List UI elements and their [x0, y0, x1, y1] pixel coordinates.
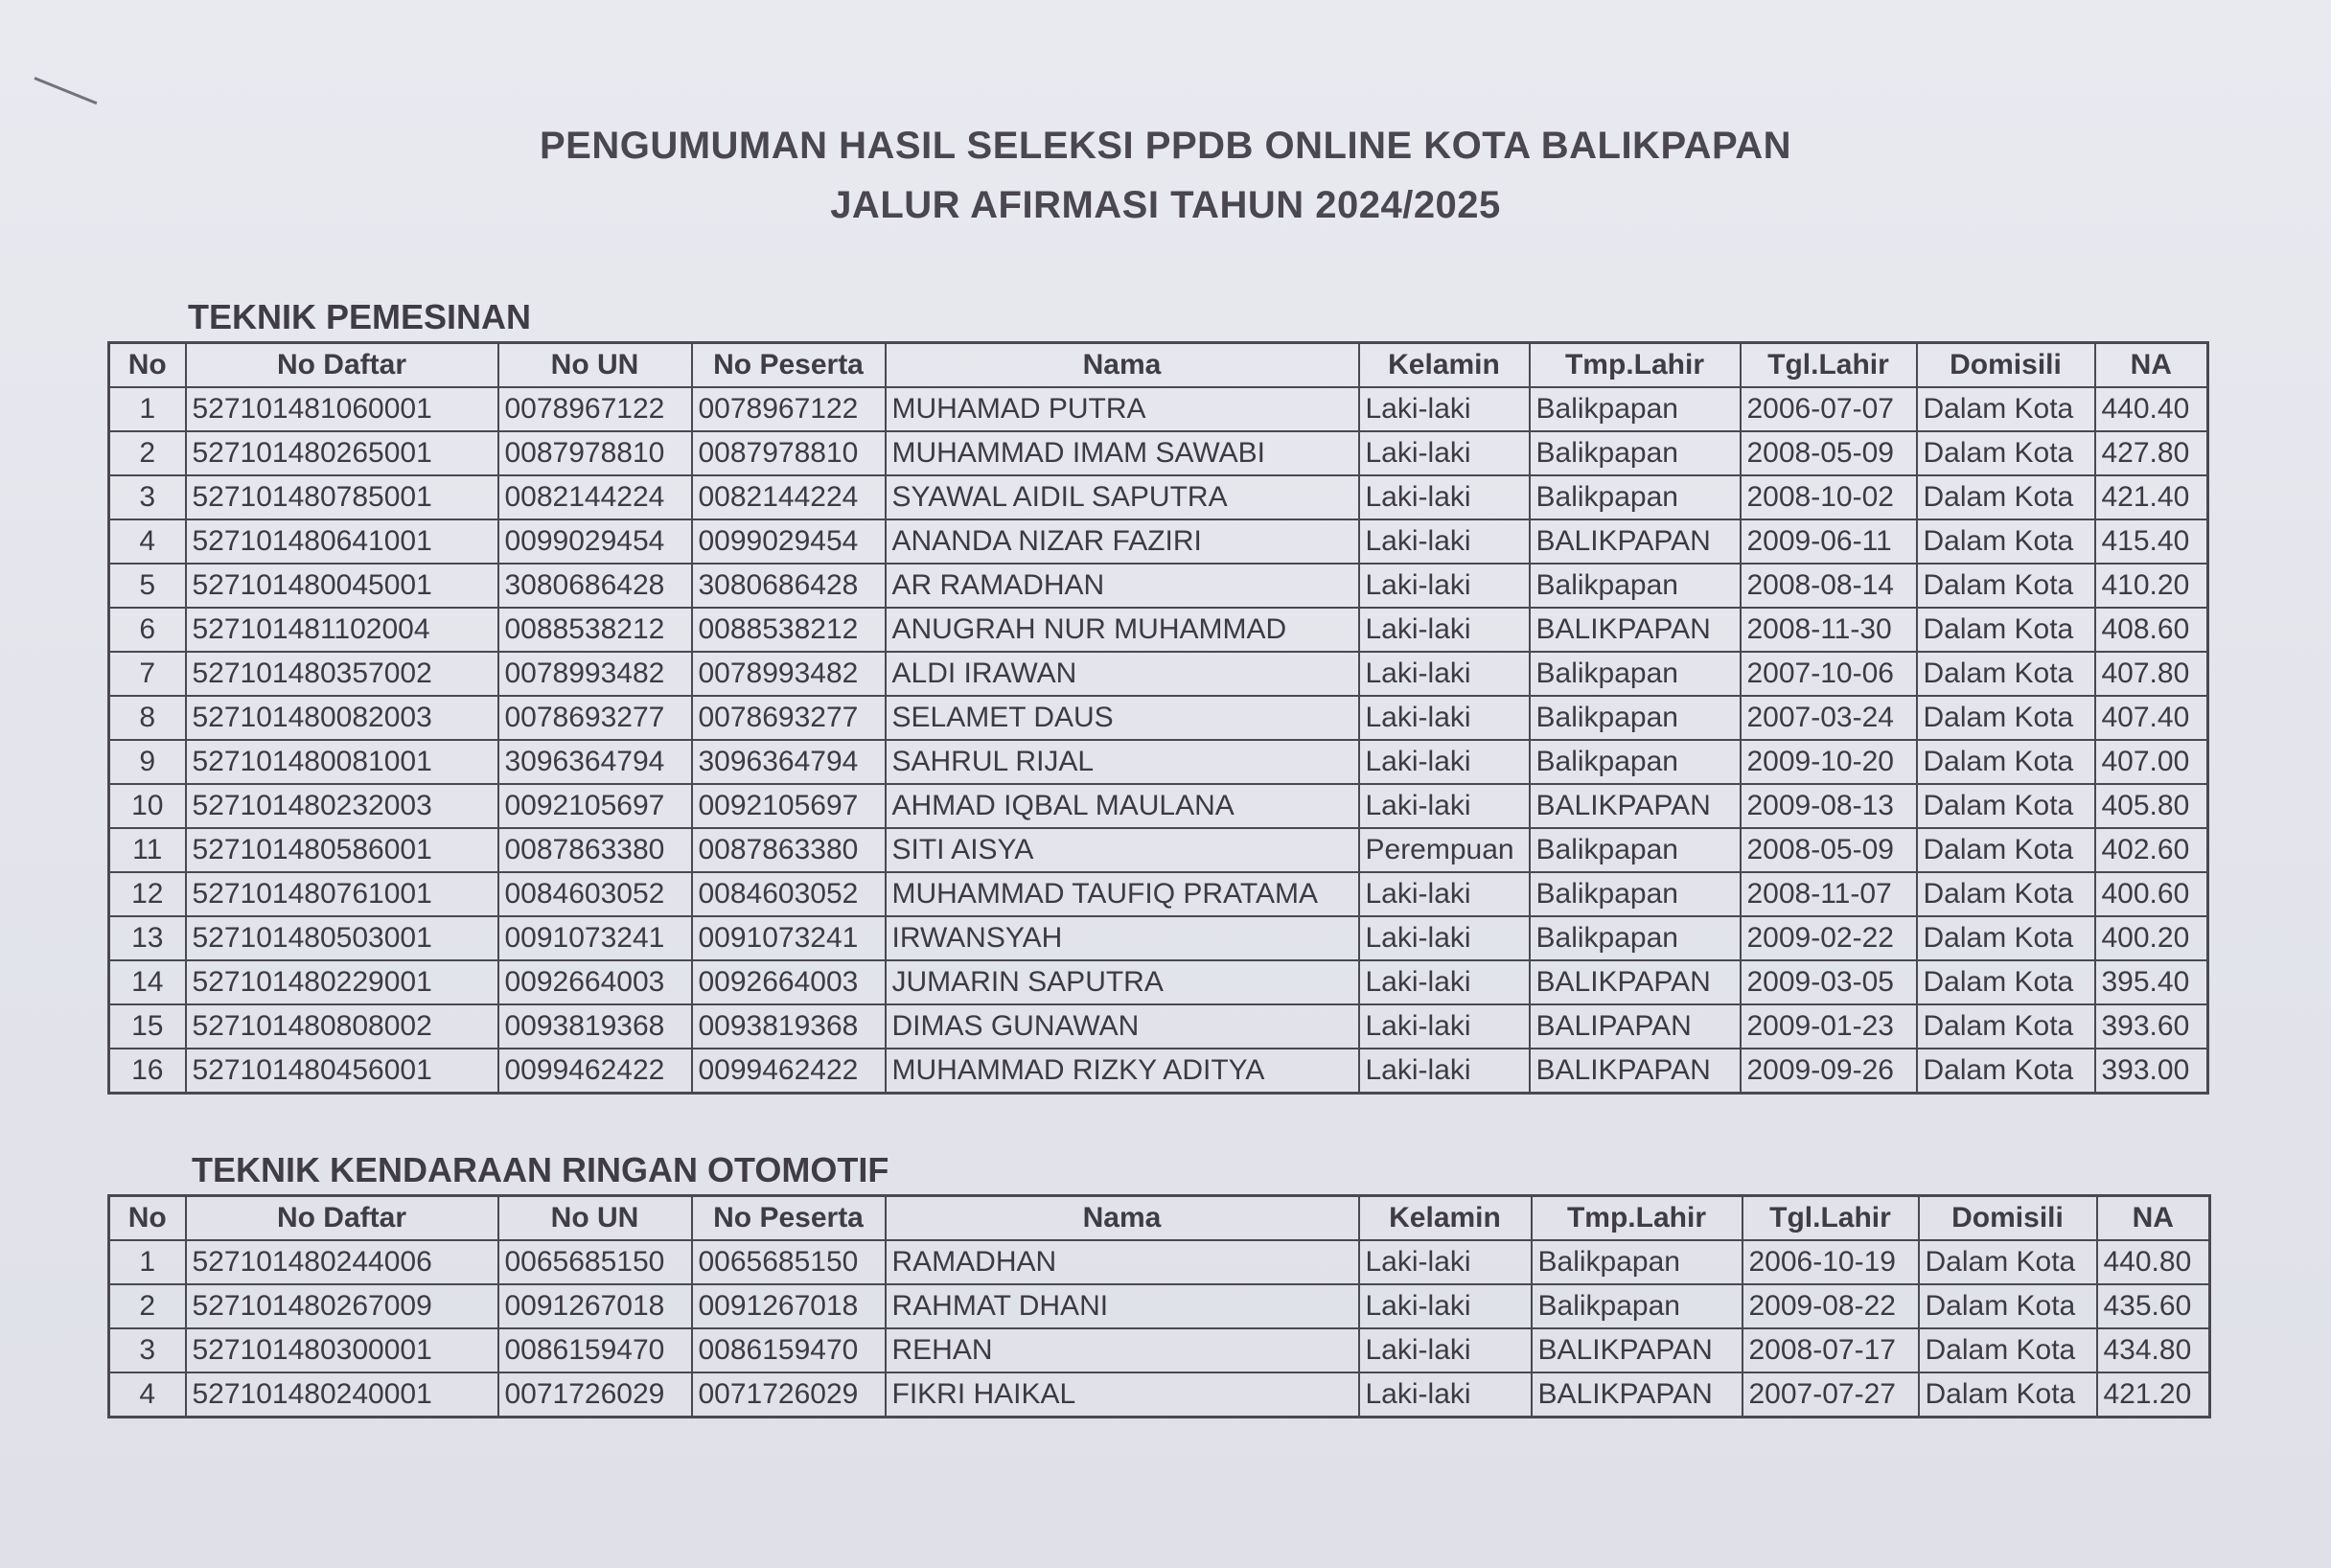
cell-domisili: Dalam Kota: [1919, 1284, 2097, 1328]
column-header-tmp-lahir: Tmp.Lahir: [1532, 1196, 1742, 1241]
cell-no: 9: [109, 740, 186, 784]
cell-no: 8: [109, 696, 186, 740]
cell-nama: DIMAS GUNAWAN: [886, 1004, 1359, 1049]
cell-no: 3: [109, 475, 186, 519]
cell-domisili: Dalam Kota: [1917, 916, 2095, 960]
cell-tmp-lahir: Balikpapan: [1530, 387, 1741, 431]
cell-tgl-lahir: 2006-07-07: [1741, 387, 1917, 431]
table-row: [109, 608, 2208, 652]
cell-tgl-lahir: 2009-08-22: [1742, 1284, 1919, 1328]
cell-no-peserta: 0086159470: [692, 1328, 886, 1372]
cell-tmp-lahir: BALIKPAPAN: [1530, 960, 1741, 1004]
cell-na: 407.80: [2095, 652, 2208, 696]
column-header-nama: Nama: [886, 343, 1359, 388]
cell-nama: REHAN: [886, 1328, 1359, 1372]
cell-no-peserta: 0078693277: [692, 696, 886, 740]
cell-nama: FIKRI HAIKAL: [886, 1372, 1359, 1418]
announcement-subtitle: JALUR AFIRMASI TAHUN 2024/2025: [830, 184, 1501, 226]
cell-nama: RAHMAT DHANI: [886, 1284, 1359, 1328]
cell-tgl-lahir: 2007-03-24: [1741, 696, 1917, 740]
cell-no: 6: [109, 608, 186, 652]
cell-nama: MUHAMMAD IMAM SAWABI: [886, 431, 1359, 475]
table-row: [109, 916, 2208, 960]
cell-na: 410.20: [2095, 564, 2208, 608]
column-header-domisili: Domisili: [1919, 1196, 2097, 1241]
cell-tgl-lahir: 2008-10-02: [1741, 475, 1917, 519]
cell-no: 11: [109, 828, 186, 872]
cell-tgl-lahir: 2009-08-13: [1741, 784, 1917, 828]
cell-na: 415.40: [2095, 519, 2208, 564]
cell-no-peserta: 0099029454: [692, 519, 886, 564]
cell-tmp-lahir: Balikpapan: [1530, 828, 1741, 872]
cell-domisili: Dalam Kota: [1917, 652, 2095, 696]
cell-no-un: 0078993482: [498, 652, 692, 696]
cell-tmp-lahir: BALIKPAPAN: [1530, 784, 1741, 828]
cell-na: 440.40: [2095, 387, 2208, 431]
cell-kelamin: Laki-laki: [1359, 784, 1530, 828]
cell-tmp-lahir: BALIKPAPAN: [1530, 608, 1741, 652]
cell-tgl-lahir: 2009-01-23: [1741, 1004, 1917, 1049]
cell-no: 13: [109, 916, 186, 960]
cell-no-peserta: 0082144224: [692, 475, 886, 519]
cell-no-daftar: 527101480808002: [186, 1004, 498, 1049]
cell-tmp-lahir: Balikpapan: [1530, 696, 1741, 740]
cell-tgl-lahir: 2009-06-11: [1741, 519, 1917, 564]
cell-tgl-lahir: 2006-10-19: [1742, 1240, 1919, 1284]
cell-no: 7: [109, 652, 186, 696]
cell-no-daftar: 527101480641001: [186, 519, 498, 564]
table-row: [109, 696, 2208, 740]
cell-no-daftar: 527101480045001: [186, 564, 498, 608]
column-header-na: NA: [2095, 343, 2208, 388]
cell-na: 400.20: [2095, 916, 2208, 960]
cell-nama: MUHAMMAD TAUFIQ PRATAMA: [886, 872, 1359, 916]
cell-tmp-lahir: BALIKPAPAN: [1530, 519, 1741, 564]
cell-no-daftar: 527101481060001: [186, 387, 498, 431]
cell-no-un: 0091267018: [498, 1284, 692, 1328]
cell-no-daftar: 527101480761001: [186, 872, 498, 916]
cell-no: 15: [109, 1004, 186, 1049]
cell-no-peserta: 0092664003: [692, 960, 886, 1004]
cell-nama: SAHRUL RIJAL: [886, 740, 1359, 784]
cell-tmp-lahir: Balikpapan: [1532, 1240, 1742, 1284]
cell-domisili: Dalam Kota: [1917, 696, 2095, 740]
cell-domisili: Dalam Kota: [1917, 740, 2095, 784]
cell-no-un: 0099462422: [498, 1049, 692, 1094]
cell-tgl-lahir: 2008-05-09: [1741, 431, 1917, 475]
column-header-tgl-lahir: Tgl.Lahir: [1741, 343, 1917, 388]
cell-no-daftar: 527101480267009: [186, 1284, 498, 1328]
table-header-row: [109, 1196, 2210, 1241]
table-row: [109, 960, 2208, 1004]
pen-mark: [34, 77, 97, 104]
column-header-domisili: Domisili: [1917, 343, 2095, 388]
cell-no-un: 3080686428: [498, 564, 692, 608]
cell-no: 4: [109, 1372, 186, 1418]
cell-kelamin: Laki-laki: [1359, 1240, 1532, 1284]
cell-kelamin: Perempuan: [1359, 828, 1530, 872]
table-row: [109, 431, 2208, 475]
cell-tgl-lahir: 2009-03-05: [1741, 960, 1917, 1004]
cell-no: 2: [109, 431, 186, 475]
table-row: [109, 1049, 2208, 1094]
cell-kelamin: Laki-laki: [1359, 564, 1530, 608]
cell-no-peserta: 0088538212: [692, 608, 886, 652]
table-row: [109, 872, 2208, 916]
cell-kelamin: Laki-laki: [1359, 608, 1530, 652]
cell-na: 408.60: [2095, 608, 2208, 652]
table-header-row: [109, 343, 2208, 388]
cell-nama: ANUGRAH NUR MUHAMMAD: [886, 608, 1359, 652]
cell-no-un: 0092664003: [498, 960, 692, 1004]
cell-no-un: 0082144224: [498, 475, 692, 519]
cell-no: 2: [109, 1284, 186, 1328]
cell-tgl-lahir: 2009-09-26: [1741, 1049, 1917, 1094]
cell-no-peserta: 0091073241: [692, 916, 886, 960]
table-row: [109, 387, 2208, 431]
column-header-tmp-lahir: Tmp.Lahir: [1530, 343, 1741, 388]
cell-domisili: Dalam Kota: [1917, 828, 2095, 872]
cell-kelamin: Laki-laki: [1359, 1328, 1532, 1372]
cell-no-daftar: 527101480586001: [186, 828, 498, 872]
cell-tmp-lahir: Balikpapan: [1530, 916, 1741, 960]
cell-tmp-lahir: BALIKPAPAN: [1532, 1328, 1742, 1372]
cell-nama: MUHAMAD PUTRA: [886, 387, 1359, 431]
cell-kelamin: Laki-laki: [1359, 960, 1530, 1004]
cell-tmp-lahir: BALIKPAPAN: [1532, 1372, 1742, 1418]
cell-tgl-lahir: 2008-05-09: [1741, 828, 1917, 872]
cell-kelamin: Laki-laki: [1359, 696, 1530, 740]
cell-no-daftar: 527101480229001: [186, 960, 498, 1004]
cell-no-daftar: 527101480357002: [186, 652, 498, 696]
cell-na: 434.80: [2097, 1328, 2210, 1372]
table-row: [109, 740, 2208, 784]
cell-domisili: Dalam Kota: [1917, 519, 2095, 564]
cell-no-peserta: 3080686428: [692, 564, 886, 608]
cell-no-peserta: 0087978810: [692, 431, 886, 475]
cell-domisili: Dalam Kota: [1917, 1049, 2095, 1094]
cell-domisili: Dalam Kota: [1917, 475, 2095, 519]
cell-no-un: 0071726029: [498, 1372, 692, 1418]
cell-no-un: 0091073241: [498, 916, 692, 960]
table-row: [109, 1328, 2210, 1372]
cell-no-peserta: 0099462422: [692, 1049, 886, 1094]
cell-kelamin: Laki-laki: [1359, 1372, 1532, 1418]
cell-no-peserta: 3096364794: [692, 740, 886, 784]
column-header-nama: Nama: [886, 1196, 1359, 1241]
table-row: [109, 1004, 2208, 1049]
cell-kelamin: Laki-laki: [1359, 916, 1530, 960]
announcement-title: PENGUMUMAN HASIL SELEKSI PPDB ONLINE KOTA BALIKPAPAN: [539, 125, 1792, 167]
section-title-teknik-pemesinan: TEKNIK PEMESINAN: [188, 297, 532, 336]
cell-na: 402.60: [2095, 828, 2208, 872]
cell-no-un: 0087863380: [498, 828, 692, 872]
column-header-no-un: No UN: [498, 1196, 692, 1241]
cell-no: 3: [109, 1328, 186, 1372]
cell-kelamin: Laki-laki: [1359, 431, 1530, 475]
cell-tmp-lahir: Balikpapan: [1532, 1284, 1742, 1328]
cell-no-daftar: 527101480456001: [186, 1049, 498, 1094]
cell-no-un: 0086159470: [498, 1328, 692, 1372]
cell-no-un: 0078693277: [498, 696, 692, 740]
cell-no-daftar: 527101480232003: [186, 784, 498, 828]
cell-no-peserta: 0078993482: [692, 652, 886, 696]
column-header-kelamin: Kelamin: [1359, 1196, 1532, 1241]
cell-tmp-lahir: Balikpapan: [1530, 652, 1741, 696]
cell-kelamin: Laki-laki: [1359, 387, 1530, 431]
results-table-teknik-kendaraan-ringan-otomotif: [107, 1194, 2211, 1418]
cell-domisili: Dalam Kota: [1919, 1240, 2097, 1284]
table-row: [109, 1284, 2210, 1328]
cell-nama: SITI AISYA: [886, 828, 1359, 872]
cell-no: 10: [109, 784, 186, 828]
table-body: [109, 1240, 2210, 1418]
cell-no-peserta: 0092105697: [692, 784, 886, 828]
cell-na: 407.00: [2095, 740, 2208, 784]
cell-tmp-lahir: BALIKPAPAN: [1530, 1049, 1741, 1094]
cell-tgl-lahir: 2007-10-06: [1741, 652, 1917, 696]
table-row: [109, 519, 2208, 564]
cell-nama: RAMADHAN: [886, 1240, 1359, 1284]
cell-no-daftar: 527101480265001: [186, 431, 498, 475]
table-row: [109, 1372, 2210, 1418]
cell-no-peserta: 0078967122: [692, 387, 886, 431]
cell-tmp-lahir: Balikpapan: [1530, 475, 1741, 519]
cell-no: 5: [109, 564, 186, 608]
cell-tmp-lahir: Balikpapan: [1530, 431, 1741, 475]
cell-no-un: 0092105697: [498, 784, 692, 828]
cell-tmp-lahir: BALIPAPAN: [1530, 1004, 1741, 1049]
cell-kelamin: Laki-laki: [1359, 1004, 1530, 1049]
cell-tgl-lahir: 2009-02-22: [1741, 916, 1917, 960]
cell-domisili: Dalam Kota: [1917, 564, 2095, 608]
cell-no-peserta: 0087863380: [692, 828, 886, 872]
cell-nama: ANANDA NIZAR FAZIRI: [886, 519, 1359, 564]
cell-no-daftar: 527101480503001: [186, 916, 498, 960]
cell-no: 4: [109, 519, 186, 564]
cell-no: 1: [109, 387, 186, 431]
cell-no-daftar: 527101480240001: [186, 1372, 498, 1418]
cell-no-daftar: 527101480300001: [186, 1328, 498, 1372]
cell-domisili: Dalam Kota: [1919, 1372, 2097, 1418]
cell-nama: SELAMET DAUS: [886, 696, 1359, 740]
column-header-no-peserta: No Peserta: [692, 1196, 886, 1241]
cell-kelamin: Laki-laki: [1359, 1284, 1532, 1328]
cell-domisili: Dalam Kota: [1917, 431, 2095, 475]
cell-domisili: Dalam Kota: [1917, 1004, 2095, 1049]
cell-no-daftar: 527101480785001: [186, 475, 498, 519]
cell-na: 393.60: [2095, 1004, 2208, 1049]
cell-no-un: 0093819368: [498, 1004, 692, 1049]
table-row: [109, 652, 2208, 696]
column-header-no-daftar: No Daftar: [186, 1196, 498, 1241]
results-table-teknik-pemesinan: [107, 341, 2209, 1095]
cell-no-un: 3096364794: [498, 740, 692, 784]
cell-na: 427.80: [2095, 431, 2208, 475]
cell-domisili: Dalam Kota: [1917, 784, 2095, 828]
cell-na: 421.40: [2095, 475, 2208, 519]
cell-no: 12: [109, 872, 186, 916]
cell-kelamin: Laki-laki: [1359, 740, 1530, 784]
cell-no-daftar: 527101480082003: [186, 696, 498, 740]
cell-tmp-lahir: Balikpapan: [1530, 740, 1741, 784]
cell-tgl-lahir: 2009-10-20: [1741, 740, 1917, 784]
cell-nama: AR RAMADHAN: [886, 564, 1359, 608]
column-header-no: No: [109, 343, 186, 388]
cell-na: 393.00: [2095, 1049, 2208, 1094]
section-title-teknik-kendaraan-ringan-otomotif: TEKNIK KENDARAAN RINGAN OTOMOTIF: [192, 1150, 889, 1189]
cell-no-peserta: 0065685150: [692, 1240, 886, 1284]
cell-na: 435.60: [2097, 1284, 2210, 1328]
cell-na: 421.20: [2097, 1372, 2210, 1418]
cell-no-daftar: 527101481102004: [186, 608, 498, 652]
cell-na: 405.80: [2095, 784, 2208, 828]
cell-tgl-lahir: 2008-08-14: [1741, 564, 1917, 608]
cell-kelamin: Laki-laki: [1359, 872, 1530, 916]
cell-no-daftar: 527101480081001: [186, 740, 498, 784]
cell-tgl-lahir: 2008-11-30: [1741, 608, 1917, 652]
cell-no-peserta: 0091267018: [692, 1284, 886, 1328]
table-row: [109, 564, 2208, 608]
cell-nama: AHMAD IQBAL MAULANA: [886, 784, 1359, 828]
column-header-no-peserta: No Peserta: [692, 343, 886, 388]
column-header-na: NA: [2097, 1196, 2210, 1241]
cell-no-un: 0099029454: [498, 519, 692, 564]
cell-na: 400.60: [2095, 872, 2208, 916]
cell-domisili: Dalam Kota: [1917, 608, 2095, 652]
cell-no-un: 0078967122: [498, 387, 692, 431]
cell-nama: IRWANSYAH: [886, 916, 1359, 960]
table-row: [109, 1240, 2210, 1284]
cell-na: 395.40: [2095, 960, 2208, 1004]
cell-no-peserta: 0071726029: [692, 1372, 886, 1418]
cell-nama: SYAWAL AIDIL SAPUTRA: [886, 475, 1359, 519]
column-header-no-un: No UN: [498, 343, 692, 388]
cell-no: 14: [109, 960, 186, 1004]
cell-nama: ALDI IRAWAN: [886, 652, 1359, 696]
cell-na: 440.80: [2097, 1240, 2210, 1284]
cell-kelamin: Laki-laki: [1359, 1049, 1530, 1094]
table-row: [109, 828, 2208, 872]
cell-no-un: 0088538212: [498, 608, 692, 652]
cell-tmp-lahir: Balikpapan: [1530, 872, 1741, 916]
cell-tmp-lahir: Balikpapan: [1530, 564, 1741, 608]
column-header-no-daftar: No Daftar: [186, 343, 498, 388]
cell-tgl-lahir: 2007-07-27: [1742, 1372, 1919, 1418]
cell-nama: MUHAMMAD RIZKY ADITYA: [886, 1049, 1359, 1094]
cell-tgl-lahir: 2008-07-17: [1742, 1328, 1919, 1372]
column-header-tgl-lahir: Tgl.Lahir: [1742, 1196, 1919, 1241]
cell-no-un: 0065685150: [498, 1240, 692, 1284]
cell-no-un: 0087978810: [498, 431, 692, 475]
cell-domisili: Dalam Kota: [1917, 872, 2095, 916]
table-row: [109, 475, 2208, 519]
cell-no-peserta: 0084603052: [692, 872, 886, 916]
cell-kelamin: Laki-laki: [1359, 519, 1530, 564]
cell-no-un: 0084603052: [498, 872, 692, 916]
column-header-no: No: [109, 1196, 186, 1241]
cell-no-peserta: 0093819368: [692, 1004, 886, 1049]
table-body: [109, 387, 2208, 1094]
column-header-kelamin: Kelamin: [1359, 343, 1530, 388]
cell-kelamin: Laki-laki: [1359, 475, 1530, 519]
cell-domisili: Dalam Kota: [1917, 960, 2095, 1004]
cell-nama: JUMARIN SAPUTRA: [886, 960, 1359, 1004]
cell-no: 16: [109, 1049, 186, 1094]
cell-domisili: Dalam Kota: [1917, 387, 2095, 431]
table-row: [109, 784, 2208, 828]
cell-kelamin: Laki-laki: [1359, 652, 1530, 696]
cell-no-daftar: 527101480244006: [186, 1240, 498, 1284]
cell-no: 1: [109, 1240, 186, 1284]
cell-domisili: Dalam Kota: [1919, 1328, 2097, 1372]
cell-tgl-lahir: 2008-11-07: [1741, 872, 1917, 916]
cell-na: 407.40: [2095, 696, 2208, 740]
